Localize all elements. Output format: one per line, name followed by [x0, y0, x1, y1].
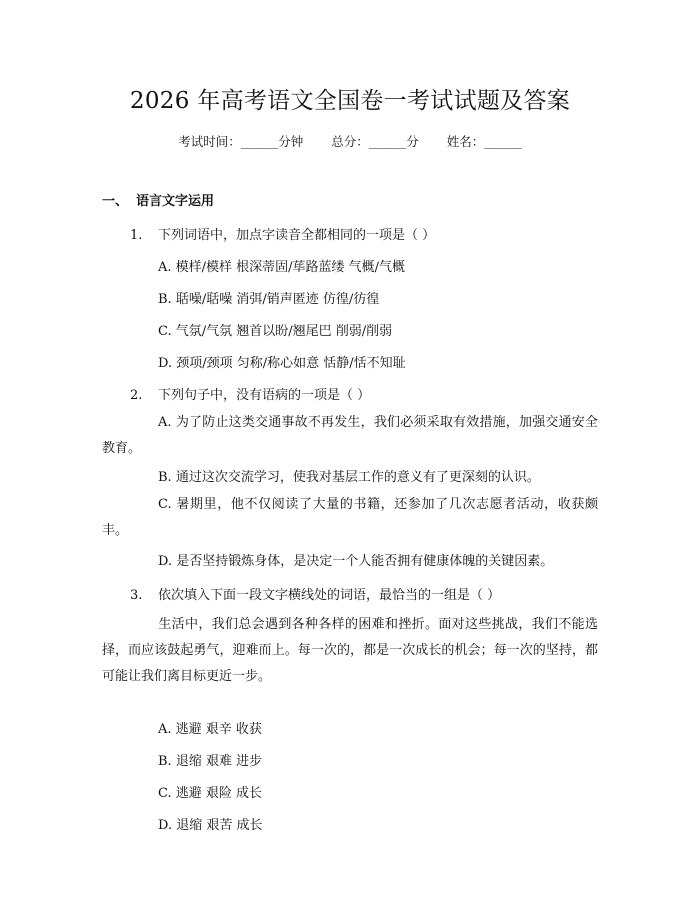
question-3-stem	[130, 584, 500, 603]
q2-option-b: B. 通过这次交流学习，使我对基层工作的意义有了更深刻的认识。	[158, 470, 540, 485]
score-label: 总分：______分	[331, 134, 419, 149]
time-label: 考试时间：______分钟	[178, 134, 304, 149]
q1-option-d: D. 颈项/颈项 匀称/称心如意 恬静/恬不知耻	[158, 356, 406, 371]
section-number: 一、	[102, 194, 129, 209]
q3-option-b: B. 退缩 艰难 进步	[158, 754, 263, 769]
question-number: 2.	[130, 388, 143, 403]
q3-option-c: C. 逃避 艰险 成长	[158, 786, 263, 801]
section-heading	[102, 190, 214, 209]
q3-passage	[102, 612, 598, 690]
exam-meta	[0, 132, 700, 150]
question-2-stem	[130, 384, 370, 403]
option-text: C. 暑期里，他不仅阅读了大量的书籍，还参加了几次志愿者活动，收获颇丰。	[102, 497, 598, 538]
page-title: 2026 年高考语文全国卷一考试试题及答案	[129, 88, 571, 114]
q3-option-d: D. 退缩 艰苦 成长	[158, 818, 263, 833]
option-text: A. 为了防止这类交通事故不再发生，我们必须采取有效措施，加强交通安全教育。	[102, 415, 598, 456]
question-1-stem	[130, 224, 435, 243]
question-text: 依次填入下面一段文字横线处的词语，最恰当的一组是（ ）	[158, 588, 501, 603]
q1-option-a: A. 模样/模样 根深蒂固/荜路蓝缕 气概/气概	[158, 260, 406, 275]
q2-option-c	[102, 492, 598, 544]
q2-option-a	[102, 410, 598, 462]
q1-option-c: C. 气氛/气氛 翘首以盼/翘尾巴 削弱/削弱	[158, 324, 393, 339]
q2-option-d: D. 是否坚持锻炼身体，是决定一个人能否拥有健康体魄的关键因素。	[158, 554, 554, 569]
question-number: 1.	[130, 228, 143, 243]
name-label: 姓名：______	[446, 134, 522, 149]
question-number: 3.	[130, 588, 143, 603]
passage-text: 生活中，我们总会遇到各种各样的困难和挫折。面对这些挑战，我们不能选择，而应该鼓起勇气，迎难而上。每一次的，都是一次成长的机会；每一次的坚持，都可能让我们离目标更近一步。	[102, 617, 598, 684]
q1-option-b: B. 聒噪/聒噪 消弭/销声匿迹 仿徨/彷徨	[158, 292, 380, 307]
section-title: 语言文字运用	[136, 194, 215, 209]
q3-option-a: A. 逃避 艰辛 收获	[158, 722, 262, 737]
question-text: 下列句子中，没有语病的一项是（ ）	[158, 388, 371, 403]
question-text: 下列词语中，加点字读音全都相同的一项是（ ）	[158, 228, 436, 243]
